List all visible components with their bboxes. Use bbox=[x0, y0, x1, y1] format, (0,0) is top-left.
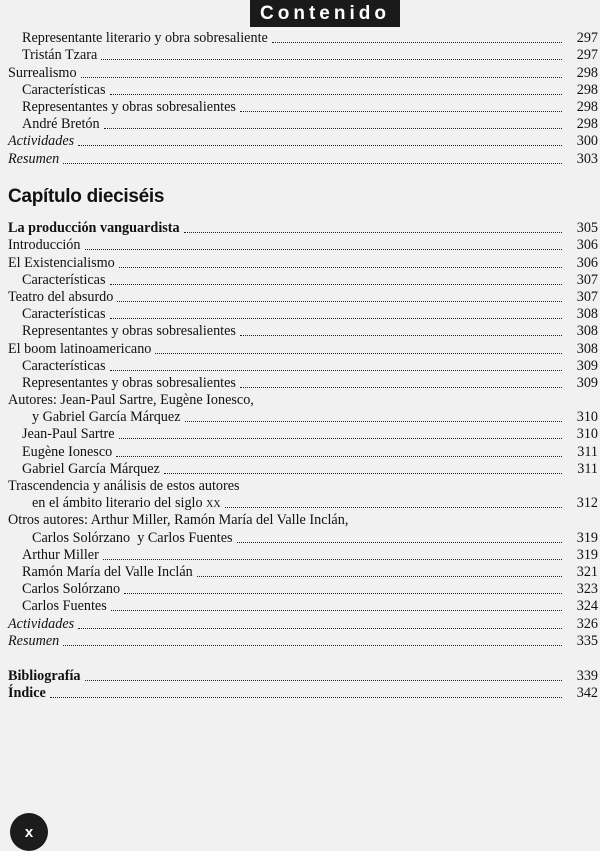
toc-entry-page: 319 bbox=[576, 529, 598, 546]
toc-entry-label: El Existencialismo bbox=[8, 254, 115, 271]
leader-dots bbox=[63, 645, 562, 646]
toc-entry-page: 319 bbox=[576, 546, 598, 563]
toc-entry-label: Representantes y obras sobresalientes bbox=[22, 323, 236, 340]
toc-entry-label-cont: Carlos Solórzano y Carlos Fuentes bbox=[32, 529, 233, 546]
toc-entry[interactable] bbox=[8, 668, 598, 685]
toc-entry-label: Características bbox=[22, 306, 106, 323]
toc-entry[interactable] bbox=[8, 99, 598, 116]
toc-entry[interactable] bbox=[8, 564, 598, 581]
leader-dots bbox=[119, 267, 562, 268]
toc-entry-line2[interactable] bbox=[8, 529, 598, 546]
toc-entry-page: 326 bbox=[576, 615, 598, 632]
toc-entry-label: Actividades bbox=[8, 615, 75, 632]
toc-entry[interactable] bbox=[8, 443, 598, 460]
toc-entry[interactable] bbox=[8, 461, 598, 478]
toc-entry-page: 305 bbox=[576, 220, 598, 237]
toc-entry-label: Arthur Miller bbox=[22, 546, 99, 563]
leader-dots bbox=[185, 421, 563, 422]
leader-dots bbox=[101, 59, 562, 60]
toc-chapter-16 bbox=[8, 220, 598, 650]
toc-entry[interactable] bbox=[8, 237, 598, 254]
toc-entry-label: La producción vanguardista bbox=[8, 220, 180, 237]
toc-entry-label: Otros autores: Arthur Miller, Ramón María del Valle Inclán, bbox=[8, 512, 349, 529]
toc-entry-page: 297 bbox=[576, 30, 598, 47]
toc-entry[interactable] bbox=[8, 598, 598, 615]
header-title: Contenido bbox=[250, 0, 400, 27]
leader-dots bbox=[184, 232, 562, 233]
toc-entry[interactable] bbox=[8, 426, 598, 443]
toc-entry-line1[interactable] bbox=[8, 512, 598, 529]
toc-entry-label: El boom latinoamericano bbox=[8, 340, 152, 357]
toc-entry[interactable] bbox=[8, 615, 598, 632]
toc-entry-label-text: en el ámbito literario del siglo bbox=[32, 495, 207, 512]
leader-dots bbox=[85, 680, 562, 681]
toc-entry-page: 323 bbox=[576, 581, 598, 598]
toc-entry-label: Carlos Fuentes bbox=[22, 598, 107, 615]
toc-entry-label: Resumen bbox=[8, 150, 60, 167]
toc-entry-page: 335 bbox=[576, 632, 598, 649]
leader-dots bbox=[111, 610, 562, 611]
toc-entry-label: Características bbox=[22, 271, 106, 288]
toc-entry-label: Teatro del absurdo bbox=[8, 288, 114, 305]
toc-entry-page: 312 bbox=[576, 495, 598, 512]
toc-entry-page: 300 bbox=[576, 133, 598, 150]
toc-entry[interactable] bbox=[8, 82, 598, 99]
toc-entry-page: 298 bbox=[576, 98, 598, 115]
toc-entry[interactable] bbox=[8, 64, 598, 81]
leader-dots bbox=[110, 318, 562, 319]
leader-dots bbox=[237, 542, 562, 543]
toc-entry-label: Representantes y obras sobresalientes bbox=[22, 98, 236, 115]
toc-entry-label: Índice bbox=[8, 685, 46, 702]
toc-entry-label: Bibliografía bbox=[8, 668, 81, 685]
toc-entry-page: 298 bbox=[576, 116, 598, 133]
toc-entry-page: 298 bbox=[576, 81, 598, 98]
toc-entry[interactable] bbox=[8, 685, 598, 702]
leader-dots bbox=[78, 145, 562, 146]
toc-entry-label-cont bbox=[32, 495, 221, 512]
toc-entry[interactable] bbox=[8, 289, 598, 306]
toc-top bbox=[8, 30, 598, 168]
toc-entry-label: Carlos Solórzano bbox=[22, 581, 121, 598]
leader-dots bbox=[104, 128, 562, 129]
toc-entry-page: 307 bbox=[576, 271, 598, 288]
toc-entry-label: Representantes y obras sobresalientes bbox=[22, 374, 236, 391]
leader-dots bbox=[240, 387, 562, 388]
leader-dots bbox=[197, 576, 562, 577]
century-numeral: xx bbox=[206, 495, 221, 512]
toc-entry-label: Características bbox=[22, 357, 106, 374]
leader-dots bbox=[85, 249, 563, 250]
toc-entry-page: 308 bbox=[576, 306, 598, 323]
leader-dots bbox=[155, 353, 562, 354]
toc-entry-page: 321 bbox=[576, 563, 598, 580]
toc-entry-page: 342 bbox=[576, 685, 598, 702]
toc-entry[interactable] bbox=[8, 220, 598, 237]
leader-dots bbox=[164, 473, 562, 474]
toc-entry-page: 308 bbox=[576, 323, 598, 340]
toc-entry-line1[interactable] bbox=[8, 392, 598, 409]
toc-entry-page: 310 bbox=[576, 409, 598, 426]
toc-entry-page: 306 bbox=[576, 237, 598, 254]
chapter-heading: Capítulo dieciséis bbox=[8, 186, 165, 207]
toc-entry[interactable] bbox=[8, 581, 598, 598]
toc-entry-page: 308 bbox=[576, 340, 598, 357]
toc-entry[interactable] bbox=[8, 133, 598, 150]
toc-entry-page: 297 bbox=[576, 47, 598, 64]
toc-entry-page: 309 bbox=[576, 374, 598, 391]
toc-entry-page: 311 bbox=[577, 443, 598, 460]
leader-dots bbox=[240, 111, 562, 112]
toc-entry-label: Características bbox=[22, 81, 106, 98]
toc-entry-page: 309 bbox=[576, 357, 598, 374]
toc-entry-label: Actividades bbox=[8, 133, 75, 150]
leader-dots bbox=[110, 370, 562, 371]
toc-entry-page: 306 bbox=[576, 254, 598, 271]
toc-entry-label: Resumen bbox=[8, 632, 60, 649]
leader-dots bbox=[110, 284, 562, 285]
toc-entry-line1[interactable] bbox=[8, 478, 598, 495]
leader-dots bbox=[124, 593, 562, 594]
leader-dots bbox=[119, 438, 562, 439]
page-number-badge: x bbox=[10, 813, 48, 851]
toc-entry-label: André Bretón bbox=[22, 116, 100, 133]
leader-dots bbox=[50, 697, 562, 698]
toc-entry-label: Autores: Jean-Paul Sartre, Eugène Ionesco, bbox=[8, 392, 254, 409]
leader-dots bbox=[103, 559, 562, 560]
leader-dots bbox=[117, 301, 562, 302]
toc-entry-page: 324 bbox=[576, 598, 598, 615]
toc-entry-label: Surrealismo bbox=[8, 64, 77, 81]
leader-dots bbox=[225, 507, 562, 508]
leader-dots bbox=[63, 163, 562, 164]
toc-entry[interactable] bbox=[8, 254, 598, 271]
toc-entry-page: 311 bbox=[577, 460, 598, 477]
toc-entry[interactable] bbox=[8, 323, 598, 340]
toc-entry-label: Representante literario y obra sobresaliente bbox=[22, 30, 268, 47]
toc-entry-page: 303 bbox=[576, 150, 598, 167]
toc-entry-page: 307 bbox=[576, 288, 598, 305]
toc-entry-page: 298 bbox=[576, 64, 598, 81]
toc-entry[interactable] bbox=[8, 116, 598, 133]
toc-entry-label: Eugène Ionesco bbox=[22, 443, 113, 460]
toc-entry-label: Trascendencia y análisis de estos autores bbox=[8, 478, 240, 494]
toc-entry[interactable] bbox=[8, 547, 598, 564]
leader-dots bbox=[272, 42, 562, 43]
leader-dots bbox=[110, 94, 562, 95]
toc-entry[interactable] bbox=[8, 375, 598, 392]
toc-entry-label: Jean-Paul Sartre bbox=[22, 426, 115, 443]
toc-entry[interactable] bbox=[8, 306, 598, 323]
toc-entry-label: Tristán Tzara bbox=[22, 47, 98, 64]
toc-entry-label: Ramón María del Valle Inclán bbox=[22, 563, 193, 580]
toc-entry[interactable] bbox=[8, 30, 598, 47]
toc-entry[interactable] bbox=[8, 47, 598, 64]
toc-entry[interactable] bbox=[8, 272, 598, 289]
toc-entry[interactable] bbox=[8, 633, 598, 650]
toc-end-matter bbox=[8, 668, 598, 702]
leader-dots bbox=[78, 628, 562, 629]
toc-entry[interactable] bbox=[8, 150, 598, 167]
toc-entry-label: Introducción bbox=[8, 237, 81, 254]
toc-entry-line2[interactable] bbox=[8, 409, 598, 426]
toc-entry-page: 339 bbox=[576, 668, 598, 685]
toc-entry[interactable] bbox=[8, 358, 598, 375]
toc-entry-label-cont: y Gabriel García Márquez bbox=[32, 409, 181, 426]
toc-entry-label: Gabriel García Márquez bbox=[22, 460, 160, 477]
toc-entry-line2[interactable] bbox=[8, 495, 598, 512]
leader-dots bbox=[116, 456, 562, 457]
leader-dots bbox=[240, 335, 562, 336]
leader-dots bbox=[81, 77, 562, 78]
toc-entry[interactable] bbox=[8, 340, 598, 357]
toc-entry-page: 310 bbox=[576, 426, 598, 443]
